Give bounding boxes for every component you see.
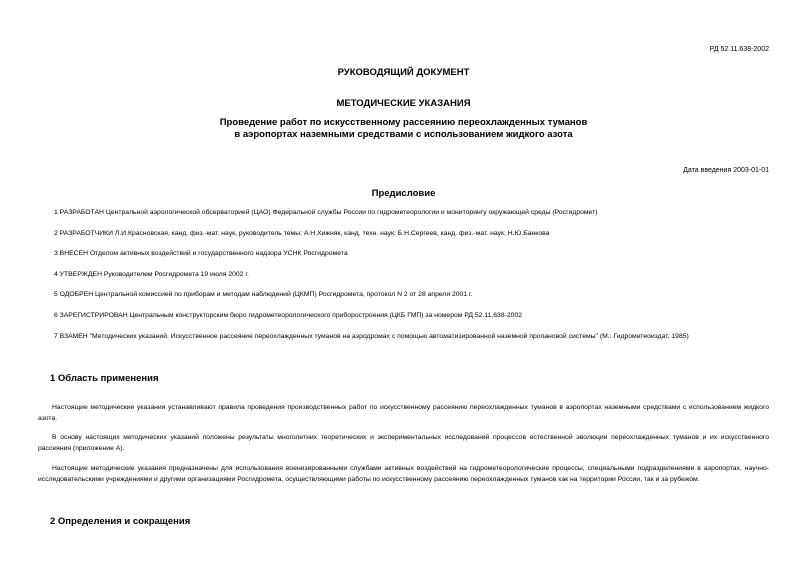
document-type: МЕТОДИЧЕСКИЕ УКАЗАНИЯ — [336, 98, 471, 109]
section-1-paragraph-3: Настоящие методические указания предназначены для использования военизированными службами активных воздействий на гидрометеорологические процессы, специальными подразделениями в аэропортах, научно-исследовательскими учреждениями и другими организациями Росгидромета, осуществляющими работы по искусственному рассеянию переохлажденных туманов как на территории России, так и за рубежом. — [38, 465, 769, 483]
foreword-item-1: 1 РАЗРАБОТАН Центральной аэрологической обсерваторией (ЦАО) Федеральной службы России по гидрометеорологии и мониторингу окружающей среды (Росгидромет) — [54, 209, 598, 216]
section-2-heading: 2 Определения и сокращения — [50, 516, 191, 527]
section-1-paragraph-2: В основу настоящих методических указаний положены результаты многолетних теоретических и экспериментальных исследований процессов естественной эволюции переохлажденных туманов и их искусственного рассеяния (приложение А). — [38, 434, 769, 452]
document-subject — [0, 117, 807, 141]
document-subject-line-2: в аэропортах наземными средствами с использованием жидкого азота — [234, 129, 573, 140]
foreword-heading: Предисловие — [371, 188, 436, 199]
section-1-heading: 1 Область применения — [50, 373, 159, 384]
section-1-paragraph-1: Настоящие методические указания устанавливают правила проведения производственных работ по искусственному рассеянию переохлажденных туманов в аэропортах наземными средствами с использованием жидкого азота. — [38, 404, 769, 422]
document-code: РД 52.11.638-2002 — [709, 46, 769, 53]
document-subject-line-1: Проведение работ по искусственному рассеянию переохлажденных туманов — [219, 117, 588, 128]
foreword-item-3: 3 ВНЕСЕН Отделом активных воздействий и государственного надзора УСНК Росгидромета — [54, 250, 348, 258]
foreword-item-5: 5 ОДОБРЕН Центральной комиссией по приборам и методам наблюдений (ЦКМП) Росгидромета, протокол N 2 от 28 апреля 2001 г. — [54, 291, 473, 299]
document-title: РУКОВОДЯЩИЙ ДОКУМЕНТ — [337, 67, 470, 78]
introduction-date: Дата введения 2003-01-01 — [683, 167, 769, 174]
foreword-item-4: 4 УТВЕРЖДЕН Руководителем Росгидромета 19 июля 2002 г. — [54, 270, 249, 278]
foreword-item-6: 6 ЗАРЕГИСТРИРОВАН Центральным конструкторским бюро гидрометеорологического приборостроения (ЦКБ ГМП) за номером РД 52.11.638-2002 — [54, 312, 523, 319]
foreword-item-2: 2 РАЗРАБОТЧИКИ Л.И.Красновская, канд. физ.-мат. наук, руководитель темы; А.Н.Хижняк, канд. техн. наук; Б.Н.Сергеев, канд. физ.-мат. наук; Н.Ю.Банкова — [54, 229, 550, 237]
foreword-item-7: 7 ВЗАМЕН "Методических указаний. Искусственное рассеяние переохлажденных туманов на аэродромах с помощью автоматизированной наземной пропановой системы" (М.: Гидрометеоиздат, 1985) — [54, 332, 689, 340]
